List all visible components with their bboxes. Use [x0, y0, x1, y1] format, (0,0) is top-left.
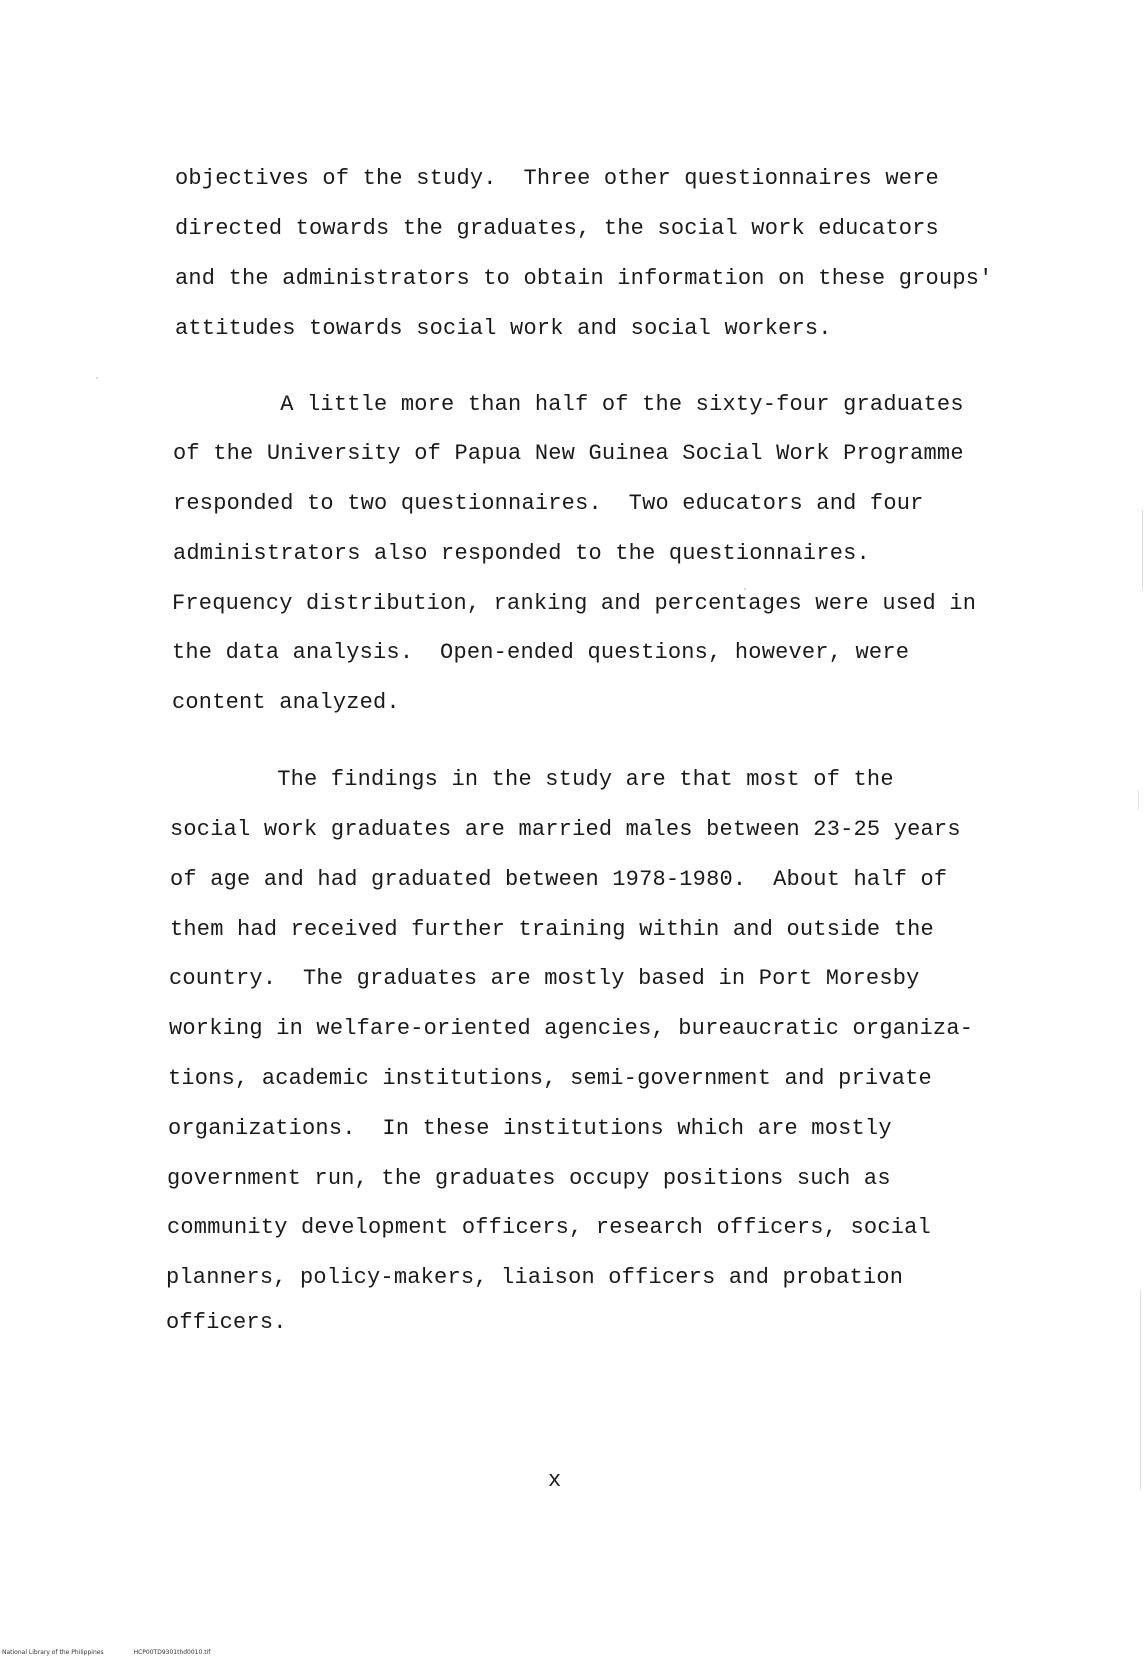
text-line: attitudes towards social work and social workers.: [175, 316, 832, 341]
page-number: x: [548, 1468, 562, 1493]
text-line: content analyzed.: [172, 690, 400, 715]
text-line: responded to two questionnaires. Two educators and four: [173, 491, 924, 516]
text-line: objectives of the study. Three other questionnaires were: [175, 166, 939, 191]
text-line: the data analysis. Open-ended questions, however, were: [172, 640, 910, 665]
scan-noise: [1140, 1290, 1141, 1490]
scan-noise: [744, 588, 746, 590]
text-line: A little more than half of the sixty-four graduates: [173, 392, 964, 417]
text-line: and the administrators to obtain information on these groups': [175, 266, 993, 291]
footer-file-id: HCP00TD9301thd0010.tif: [133, 1649, 211, 1656]
scan-footer: [2, 1649, 240, 1656]
footer-library: National Library of the Philippines: [2, 1649, 104, 1656]
text-line: administrators also responded to the questionnaires.: [173, 541, 870, 566]
text-line: them had received further training within and outside the: [170, 917, 934, 942]
text-line: working in welfare-oriented agencies, bureaucratic organiza-: [169, 1016, 974, 1041]
text-line: community development officers, research officers, social: [167, 1215, 931, 1240]
text-line: government run, the graduates occupy positions such as: [167, 1166, 891, 1191]
scan-noise: [1138, 790, 1139, 810]
text-line: social work graduates are married males between 23-25 years: [170, 817, 961, 842]
text-line: officers.: [166, 1310, 287, 1335]
text-line: tions, academic institutions, semi-government and private: [168, 1066, 932, 1091]
text-line: of the University of Papua New Guinea Social Work Programme: [173, 441, 964, 466]
text-line: directed towards the graduates, the social work educators: [175, 216, 939, 241]
text-line: The findings in the study are that most of the: [170, 767, 894, 792]
text-line: Frequency distribution, ranking and percentages were used in: [172, 591, 977, 616]
text-line: of age and had graduated between 1978-1980. About half of: [170, 867, 948, 892]
text-line: planners, policy-makers, liaison officers and probation: [166, 1265, 904, 1290]
scan-noise: [96, 377, 98, 379]
text-line: organizations. In these institutions which are mostly: [168, 1116, 892, 1141]
scan-noise: [1142, 510, 1143, 590]
text-line: country. The graduates are mostly based in Port Moresby: [169, 966, 920, 991]
